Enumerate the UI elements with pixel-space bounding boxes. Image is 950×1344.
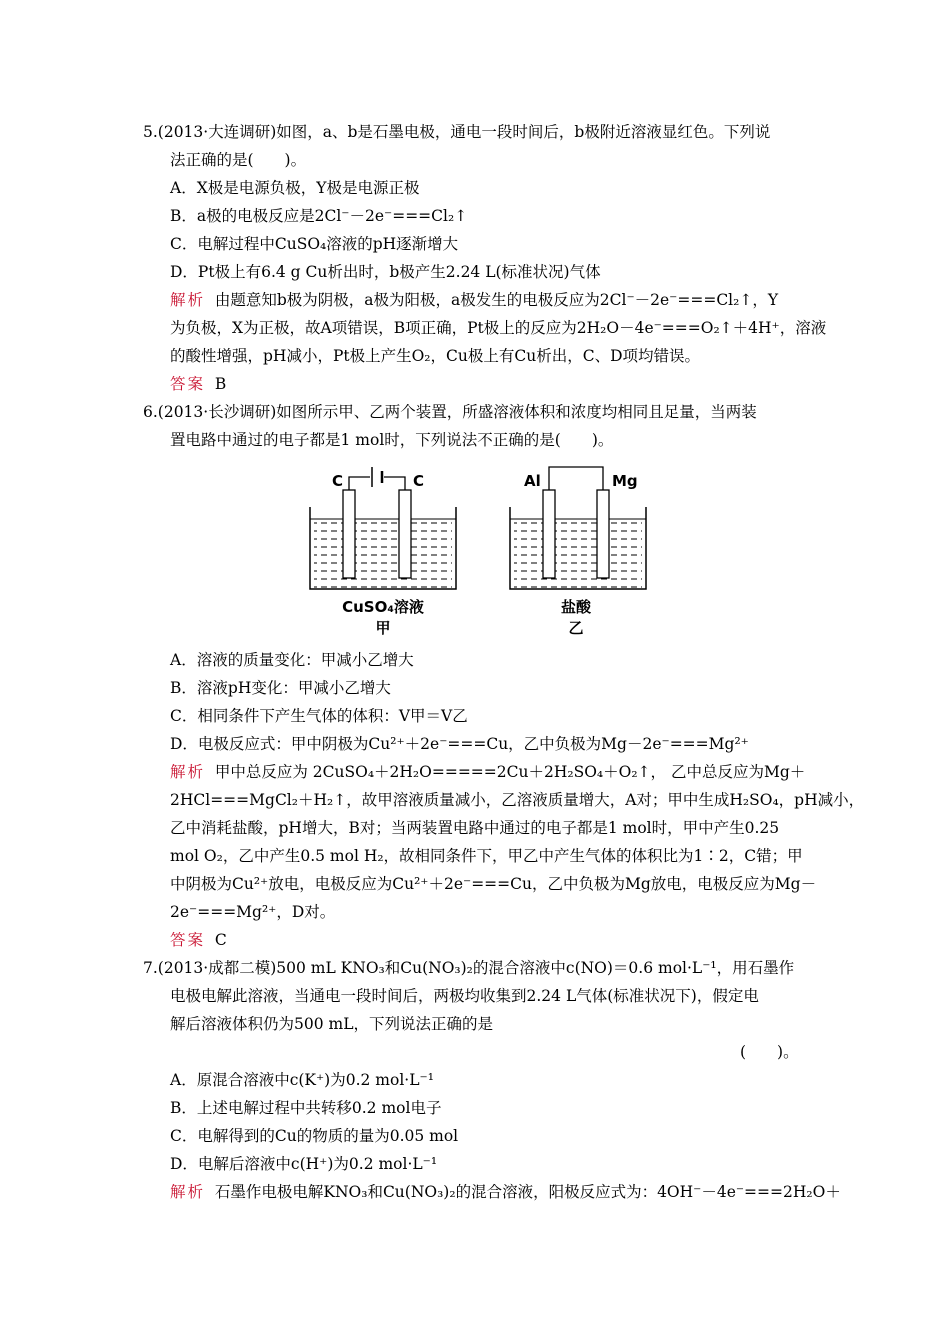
q6-stem-line-1: 6.(2013·长沙调研)如图所示甲、乙两个装置，所盛溶液体积和浓度均相同且足量，当两装 xyxy=(143,403,757,421)
q7-option-a: A．原混合溶液中c(K⁺)为0.2 mol·L⁻¹ xyxy=(170,1071,434,1089)
q6-option-b: B．溶液pH变化：甲减小乙增大 xyxy=(170,679,391,697)
jia-electrode-right xyxy=(399,490,411,578)
q7-option-d: D．电解后溶液中c(H⁺)为0.2 mol·L⁻¹ xyxy=(170,1155,438,1173)
q5-answer-value: B xyxy=(214,375,227,393)
q5-analysis-text-1: 由题意知b极为阴极，a极为阳极，a极发生的电极反应为2Cl⁻－2e⁻===Cl₂↑，Y xyxy=(214,291,779,309)
q5-analysis-line-1 xyxy=(170,289,778,311)
q5-answer-label: 答案 xyxy=(170,375,206,393)
q6-option-d: D．电极反应式：甲中阴极为Cu²⁺＋2e⁻===Cu，乙中负极为Mg－2e⁻===Mg²⁺ xyxy=(170,735,749,753)
q5-stem-line-2: 法正确的是( )。 xyxy=(170,151,307,169)
q6-answer-label: 答案 xyxy=(170,931,206,949)
jia-electrode-label-1: C xyxy=(332,472,344,490)
q5-option-a: A．X极是电源负极，Y极是电源正极 xyxy=(170,179,420,197)
q5-option-d: D．Pt极上有6.4 g Cu析出时，b极产生2.24 L(标准状况)气体 xyxy=(170,263,601,281)
jia-liquid xyxy=(314,520,452,588)
q5-analysis-line-3: 的酸性增强，pH减小，Pt极上产生O₂，Cu极上有Cu析出，C、D项均错误。 xyxy=(170,347,700,365)
q7-option-c: C．电解得到的Cu的物质的量为0.05 mol xyxy=(170,1127,459,1145)
q5-analysis-label: 解析 xyxy=(170,291,206,309)
yi-electrode-label-2: Mg xyxy=(612,472,638,490)
yi-solution-label: 盐酸 xyxy=(560,598,592,616)
yi-electrode-al xyxy=(543,490,555,578)
q6-analysis-line-6: 2e⁻===Mg²⁺，D对。 xyxy=(170,903,336,921)
q7-stem-line-1: 7.(2013·成都二模)500 mL KNO₃和Cu(NO₃)₂的混合溶液中c(NO)＝0.6 mol·L⁻¹，用石墨作 xyxy=(143,959,795,977)
q6-analysis-line-3: 乙中消耗盐酸，pH增大，B对；当两装置电路中通过的电子都是1 mol时，甲中产生0.25 xyxy=(170,819,780,837)
q7-option-b: B．上述电解过程中共转移0.2 mol电子 xyxy=(170,1099,442,1117)
q6-answer-line xyxy=(170,929,227,951)
q7-analysis-text-1: 石墨作电极电解KNO₃和Cu(NO₃)₂的混合溶液，阳极反应式为：4OH⁻－4e⁻===2H₂O＋ xyxy=(214,1183,841,1201)
apparatus-yi xyxy=(510,467,646,637)
q7-stem-line-3: 解后溶液体积仍为500 mL，下列说法正确的是 xyxy=(170,1015,494,1033)
q5-stem-line-1: 5.(2013·大连调研)如图，a、b是石墨电极，通电一段时间后，b极附近溶液显红色。下列说 xyxy=(143,123,771,141)
q6-analysis-line-5: 中阴极为Cu²⁺放电，电极反应为Cu²⁺＋2e⁻===Cu，乙中负极为Mg放电，电极反应为Mg－ xyxy=(170,875,817,893)
q6-analysis-line-1 xyxy=(170,761,805,783)
q7-stem-line-2: 电极电解此溶液，当通电一段时间后，两极均收集到2.24 L气体(标准状况下)，假定电 xyxy=(170,987,759,1005)
q6-analysis-line-2: 2HCl===MgCl₂＋H₂↑，故甲溶液质量减小，乙溶液质量增大，A对；甲中生成H₂SO₄，pH减小， xyxy=(170,791,865,809)
jia-electrode-label-2: C xyxy=(413,472,425,490)
q7-answer-parenthesis: ( )。 xyxy=(740,1043,799,1061)
q7-analysis-line-1 xyxy=(170,1181,841,1203)
q6-stem-line-2: 置电路中通过的电子都是1 mol时，下列说法不正确的是( )。 xyxy=(170,431,614,449)
q6-analysis-text-1: 甲中总反应为 2CuSO₄＋2H₂O=====2Cu＋2H₂SO₄＋O₂↑， 乙中总反应为Mg＋ xyxy=(214,763,806,781)
jia-wire-right xyxy=(384,477,405,490)
q6-analysis-line-4: mol O₂，乙中产生0.5 mol H₂，故相同条件下，甲乙中产生气体的体积比为1∶2，C错；甲 xyxy=(170,847,803,865)
jia-electrode-left xyxy=(343,490,355,578)
yi-wire xyxy=(549,467,603,490)
q6-answer-value: C xyxy=(214,931,227,949)
yi-electrode-mg xyxy=(597,490,609,578)
q5-option-b: B．a极的电极反应是2Cl⁻－2e⁻===Cl₂↑ xyxy=(170,207,468,225)
jia-name-label: 甲 xyxy=(375,619,391,637)
yi-name-label: 乙 xyxy=(568,619,584,637)
q5-answer-line xyxy=(170,373,226,395)
yi-liquid xyxy=(514,520,642,588)
q5-option-c: C．电解过程中CuSO₄溶液的pH逐渐增大 xyxy=(170,235,459,253)
apparatus-jia xyxy=(310,467,456,637)
jia-wire-left xyxy=(349,477,370,490)
q5-analysis-line-2: 为负极，X为正极，故A项错误，B项正确，Pt极上的反应为2H₂O－4e⁻===O₂↑＋4H⁺，溶液 xyxy=(170,319,827,337)
yi-electrode-label-1: Al xyxy=(524,472,541,490)
q6-option-c: C．相同条件下产生气体的体积：V甲＝V乙 xyxy=(170,707,468,725)
electrolysis-apparatus-diagram xyxy=(300,455,650,645)
jia-solution-label: CuSO₄溶液 xyxy=(342,598,424,616)
q6-option-a: A．溶液的质量变化：甲减小乙增大 xyxy=(170,651,414,669)
q7-analysis-label: 解析 xyxy=(170,1183,206,1201)
q6-analysis-label: 解析 xyxy=(170,763,206,781)
